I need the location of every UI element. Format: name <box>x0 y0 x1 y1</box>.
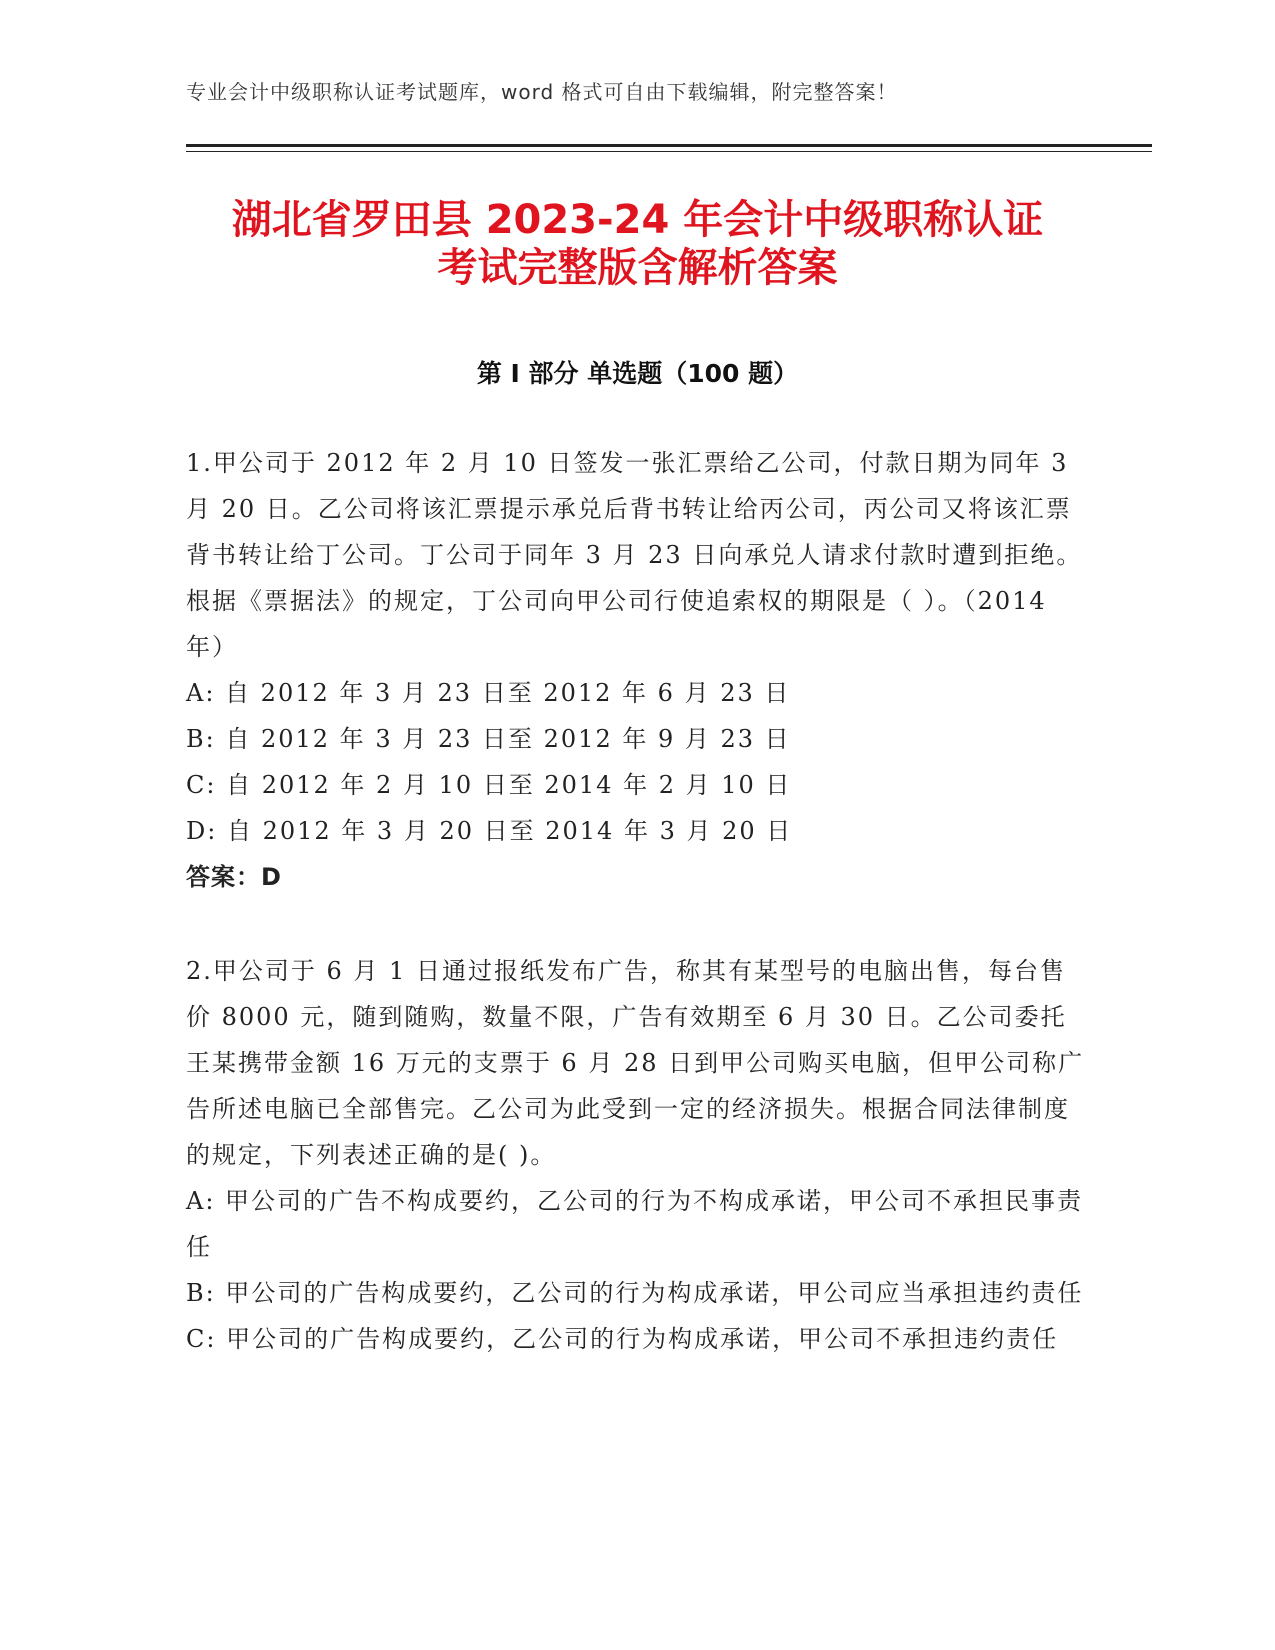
document-title <box>186 196 1089 292</box>
question-1 <box>186 440 1086 900</box>
section-heading: 第 I 部分 单选题（100 题） <box>476 359 799 388</box>
title-line-1: 湖北省罗田县 2023-24 年会计中级职称认证 <box>231 197 1044 243</box>
option-b: B: 自 2012 年 3 月 23 日至 2012 年 9 月 23 日 <box>186 725 791 753</box>
header-rule-thin <box>186 151 1152 152</box>
title-line-2: 考试完整版含解析答案 <box>437 245 838 291</box>
header-rule-thick <box>186 144 1152 147</box>
option-b: B: 甲公司的广告构成要约，乙公司的行为构成承诺，甲公司应当承担违约责任 <box>186 1279 1084 1307</box>
question-stem: 2.甲公司于 6 月 1 日通过报纸发布广告，称其有某型号的电脑出售，每台售价 8000 元，随到随购，数量不限，广告有效期至 6 月 30 日。乙公司委托王某携带金额 16 万元的支票于 6 月 28 日到甲公司购买电脑，但甲公司称广告所述电脑已全部售完。乙公司为此受到一定的经济损失。根据合同法律制度的规定，下列表述正确的是( )。 <box>186 957 1085 1169</box>
option-d: D: 自 2012 年 3 月 20 日至 2014 年 3 月 20 日 <box>186 817 793 845</box>
option-a: A: 甲公司的广告不构成要约，乙公司的行为不构成承诺，甲公司不承担民事责任 <box>186 1187 1084 1261</box>
option-a: A: 自 2012 年 3 月 23 日至 2012 年 6 月 23 日 <box>186 679 791 707</box>
option-c: C: 甲公司的广告构成要约，乙公司的行为构成承诺，甲公司不承担违约责任 <box>186 1325 1059 1353</box>
question-2 <box>186 948 1086 1362</box>
question-list <box>186 440 1086 1410</box>
question-stem: 1.甲公司于 2012 年 2 月 10 日签发一张汇票给乙公司，付款日期为同年 3 月 20 日。乙公司将该汇票提示承兑后背书转让给丙公司，丙公司又将该汇票背书转让给丁公司。丁公司于同年 3 月 23 日向承兑人请求付款时遭到拒绝。根据《票据法》的规定，丁公司向甲公司行使追索权的期限是（ ）。（2014 年） <box>186 449 1083 661</box>
answer: 答案：D <box>186 863 282 891</box>
option-c: C: 自 2012 年 2 月 10 日至 2014 年 2 月 10 日 <box>186 771 792 799</box>
header-note: 专业会计中级职称认证考试题库，word 格式可自由下载编辑，附完整答案！ <box>186 80 898 104</box>
